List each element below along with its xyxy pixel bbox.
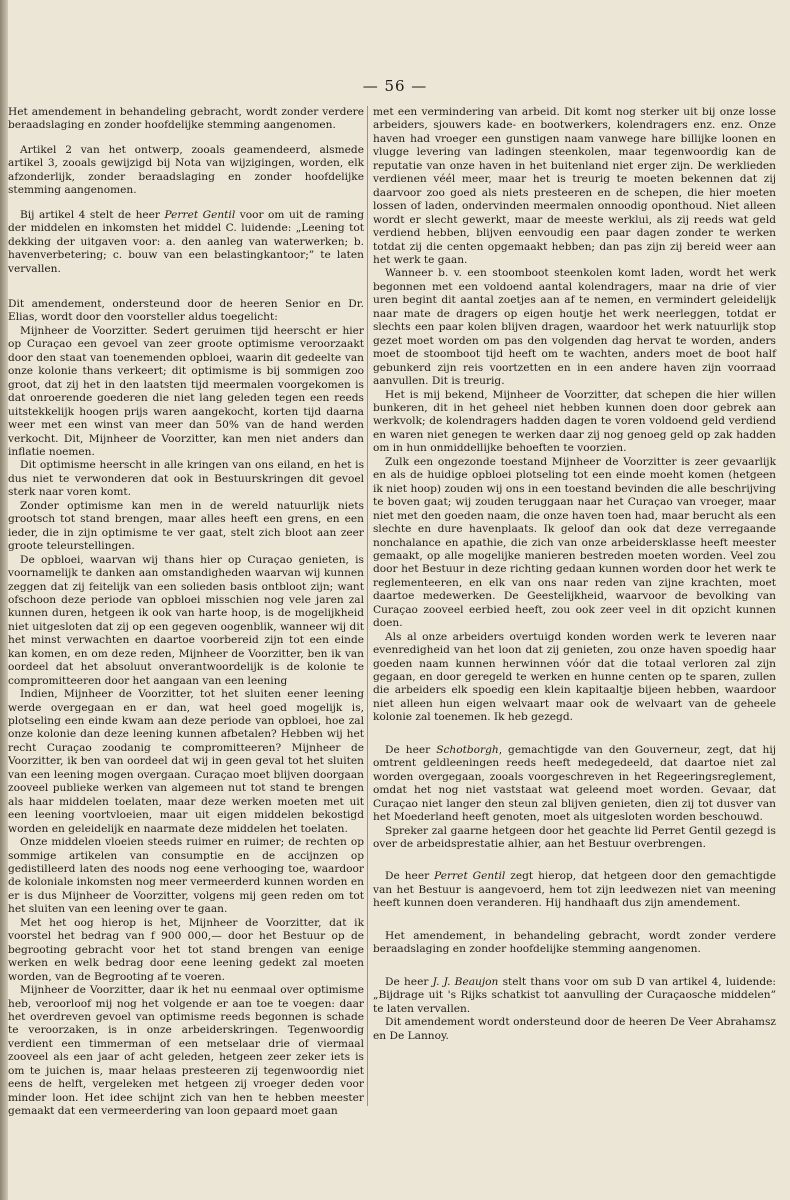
paragraph — [373, 744, 776, 825]
paragraph: Het amendement, in behandeling gebracht, wordt zonder verdere beraadslaging en zonder hoofdelijke stemming aangenomen. — [373, 929, 776, 956]
text: stelt thans voor om sub D van artikel 4, luidende: „Bijdrage uit 's Rijks schatkist tot aanvulling der Curaçaosche middelen” te laten vervallen. — [373, 975, 776, 1015]
paragraph: Spreker zal gaarne hetgeen door het geachte lid Perret Gentil gezegd is over de arbeidsprestatie alhier, aan het Bestuur overbrengen. — [373, 824, 776, 851]
text: , gemachtigde van den Gouverneur, zegt, dat hij omtrent geldleeningen reeds heeft medegedeeld, dat daartoe niet zal worden overgegaan, zooals voorgeschreven in het Regeeringsreglement, omdat het nog niet vaststaat wat geleend moet worden. Gevaar, dat Curaçao niet langer den steun zal blijven genieten, dien zij tot dusver van het Moederland heeft genoten, moet als uitgesloten worden beschouwd. — [373, 743, 776, 824]
scan-edge — [0, 0, 8, 1200]
page-number: — 56 — — [362, 77, 428, 95]
paragraph: De opbloei, waarvan wij thans hier op Curaçao genieten, is voornamelijk te danken aan omstandigheden waarvan wij kunnen zeggen dat zij feitelijk van een solieden basis ontbloot zijn; want ofschoon deze periode van opbloei misschien nog vele jaren zal kunnen duren, hetgeen ik ook van harte hoop, is de mogelijkheid niet uitgesloten dat zij op een gegeven oogenblik, wanneer wij dit het minst verwachten en daartoe voorbereid zijn tot een einde kan komen, en om deze reden, Mijnheer de Voorzitter, ben ik van oordeel dat het absoluut onverantwoordelijk is de kolonie te compromitteeren door het aangaan van een leening — [8, 553, 364, 687]
speaker-name: J. J. Beaujon — [432, 975, 499, 988]
column-divider — [367, 106, 368, 1106]
text: De heer — [385, 870, 435, 883]
text: De heer — [385, 743, 437, 756]
speaker-name: Schotborgh — [436, 743, 499, 756]
speaker-name: Perret Gentil — [164, 208, 236, 221]
paragraph — [373, 870, 776, 910]
spacer — [8, 276, 364, 298]
paragraph: Indien, Mijnheer de Voorzitter, tot het sluiten eener leening werde overgegaan en er dan, wat heel goed mogelijk is, plotseling een einde kwam aan deze periode van opbloei, hoe zal onze kolonie dan deze leening kunnen afbetalen? Hebben wij het recht Curaçao zoodanig te compromitteeren? Mijnheer de Voorzitter, ik ben van oordeel dat wij in geen geval tot het sluiten van een leening mogen overgaan. Curaçao moet blijven doorgaan zooveel publieke werken van algemeen nut tot stand te brengen als haar middelen toelaten, maar deze werken moeten met uit een leening voortvloeien, maar uit eigen middelen bekostigd worden en geleidelijk en naarmate deze middelen het toelaten. — [8, 688, 364, 835]
paragraph: Mijnheer de Voorzitter. Sedert geruimen tijd heerscht er hier op Curaçao een gevoel van zeer groote optimisme veroorzaakt door den staat van toenemenden opbloei, waarin dit gedeelte van onze kolonie thans verkeert; dit optimisme is bij sommigen zoo groot, dat zij het in den laatsten tijd meermalen voorgekomen is dat onroerende goederen die niet lang geleden tegen een reeds uitstekkelijk hoogen prijs waren aangekocht, korten tijd daarna weer met een winst van meer dan 50% van de hand werden verkocht. Dit, Mijnheer de Voorzitter, kan men niet anders dan inflatie noemen. — [8, 324, 364, 458]
paragraph: Dit amendement, ondersteund door de heeren Senior en Dr. Elias, wordt door den voorsteller aldus toegelicht: — [8, 297, 364, 324]
paragraph: Mijnheer de Voorzitter, daar ik het nu eenmaal over optimisme heb, veroorloof mij nog het volgende er aan toe te voegen: daar het overdreven gevoel van optimisme reeds begonnen is schade te veroorzaken, is in onze arbeiderskringen. Tegenwoordig verdient een timmerman of een metselaar drie of viermaal zooveel als een jaar of acht geleden, hetgeen zeer zeker iets is om te juichen is, maar helaas presteeren zij tegenwoordig niet eens de helft, vergeleken met hetgeen zij vroeger deden voor minder loon. Het idee schijnt zich van hen te hebben meester gemaakt dat een vermeerdering van loon gepaard moet gaan — [8, 984, 364, 1118]
text: zegt hierop, dat hetgeen door den gemachtigde van het Bestuur is aangevoerd, hem tot zijn leedwezen niet van meening heeft kunnen doen veranderen. Hij handhaaft dus zijn amendement. — [373, 870, 776, 910]
speaker-name: Perret Gentil — [434, 870, 506, 883]
right-column — [373, 106, 776, 1043]
paragraph: Met het oog hierop is het, Mijnheer de Voorzitter, dat ik voorstel het bedrag van f 900 000,— door het Bestuur op de begrooting gebracht voor het tot stand brengen van eenige werken en welk bedrag door eene leening gedekt zal moeten worden, van de Begrooting af te voeren. — [8, 916, 364, 983]
paragraph: Het is mij bekend, Mijnheer de Voorzitter, dat schepen die hier willen bunkeren, dit in het geheel niet hebben kunnen doen door gebrek aan werkvolk; de kolendragers hadden dagen te voren voldoend geld verdiend en waren niet genegen te werken daar zij nog genoeg geld op zak hadden om in hun onmiddellijke behoeften te voorzien. — [373, 388, 776, 455]
paragraph — [8, 209, 364, 276]
paragraph — [373, 976, 776, 1016]
left-column — [8, 106, 364, 1119]
paragraph: Wanneer b. v. een stoomboot steenkolen komt laden, wordt het werk begonnen met een voldoend aantal kolendragers, maar na drie of vier uren begint dit aantal zoetjes aan af te nemen, en vermindert geleidelijk naar mate de dragers op eigen houtje het werk neerleggen, totdat er slechts een paar kolen blijven dragen, waardoor het werk natuurlijk stop gezet moet worden om pas den volgenden dag hervat te worden, anders moet de stoomboot tijd heeft om te wachten, anders moet de boot half gebunkerd zijn reis voortzetten en in een andere haven zijn voorraad aanvullen. Dit is treurig. — [373, 267, 776, 388]
paragraph: Artikel 2 van het ontwerp, zooals geamendeerd, alsmede artikel 3, zooals gewijzigd bij Nota van wijzigingen, worden, elk afzonderlijk, zonder beraadslaging en zonder hoofdelijke stemming aangenomen. — [8, 143, 364, 197]
text: Bij artikel 4 stelt de heer — [20, 208, 165, 221]
text: voor om uit de raming der middelen en inkomsten het middel C. luidende: „Leening tot dekking der uitgaven voor: a. den aanleg van waterwerken; b. havenverbetering; c. bouw van een belastingkantoor;” te laten vervallen. — [8, 208, 364, 275]
paragraph: Dit amendement wordt ondersteund door de heeren De Veer Abrahamsz en De Lannoy. — [373, 1016, 776, 1042]
paragraph: met een vermindering van arbeid. Dit komt nog sterker uit bij onze losse arbeiders, sjouwers kade- en bootwerkers, kolendragers enz. enz. Onze haven had vroeger een gunstigen naam vanwege hare billijke loonen en vlugge levering van ladingen steenkolen, maar tegenwoordig kan de reputatie van onze haven in het buitenland niet erger zijn. De werklieden verdienen véél meer, maar het is treurig te moeten bekennen dat zij daarvoor zoo goed als niets presteeren en de schepen, die hier moeten lossen of laden, ondervinden meermalen onnoodig oponthoud. Niet alleen wordt er slecht gewerkt, maar de meeste werklui, als zij reeds wat geld verdiend hebben, blijven eenvoudig een paar dagen zonder te werken totdat zij die centen opgemaakt hebben; dan pas zijn zij bereid weer aan het werk te gaan. — [373, 106, 776, 266]
paragraph: Als al onze arbeiders overtuigd konden worden werk te leveren naar evenredigheid van het loon dat zij genieten, zou onze haven spoedig haar goeden naam kunnen herwinnen vóór dat die totaal verloren zal zijn gegaan, en door geregeld te werken en hunne centen op te sparen, zullen die arbeiders elk spoedig een klein kapitaaltje bijeen hebben, waardoor niet alleen hun eigen welvaart maar ook de welvaart van de geheele kolonie zal toenemen. Ik heb gezegd. — [373, 630, 776, 724]
paragraph: Onze middelen vloeien steeds ruimer en ruimer; de rechten op sommige artikelen van consumptie en de accijnzen op gedistilleerd laten des noods nog eene verhooging toe, waardoor de koloniale inkomsten nog meer vermeerderd kunnen worden en er is dus Mijnheer de Voorzitter, volgens mij geen reden om tot het sluiten van een leening over te gaan. — [8, 836, 364, 916]
paragraph: Dit optimisme heerscht in alle kringen van ons eiland, en het is dus niet te verwonderen dat ook in Bestuurskringen dit gevoel sterk naar voren komt. — [8, 459, 364, 499]
paragraph: Zulk een ongezonde toestand Mijnheer de Voorzitter is zeer gevaarlijk en als de huidige opbloei plotseling tot een einde moeht komen (hetgeen ik niet hoop) zouden wij ons in een toestand bevinden die alle beschrijving te boven gaat; wij zouden teruggaan naar het Curaçao van vroeger, maar niet met den goeden naam, die onze haven toen had, maar berucht als een slechte en dure havenplaats. Ik geloof dan ook dat deze verregaande nonchalance en apathie, die zich van onze arbeidersklasse heeft meester gemaakt, op alle mogelijke manieren bestreden moeten worden. Veel zou door het Bestuur in deze richting gedaan kunnen worden door het werk te reglementeeren, en elk van ons naar reden van zijne krachten, moet daartoe medewerken. De Geestelijkheid, waarvoor de bevolking van Curaçao zooveel eerbied heeft, zou ook zeer veel in dit opzicht kunnen doen. — [373, 455, 776, 630]
text: De heer — [385, 975, 433, 988]
paragraph: Het amendement in behandeling gebracht, wordt zonder verdere beraadslaging en zonder hoofdelijke stemming aangenomen. — [8, 106, 364, 132]
paragraph: Zonder optimisme kan men in de wereld natuurlijk niets grootsch tot stand brengen, maar alles heeft een grens, en een ieder, die in zijn optimisme te ver gaat, stelt zich bloot aan zeer groote teleurstellingen. — [8, 499, 364, 553]
